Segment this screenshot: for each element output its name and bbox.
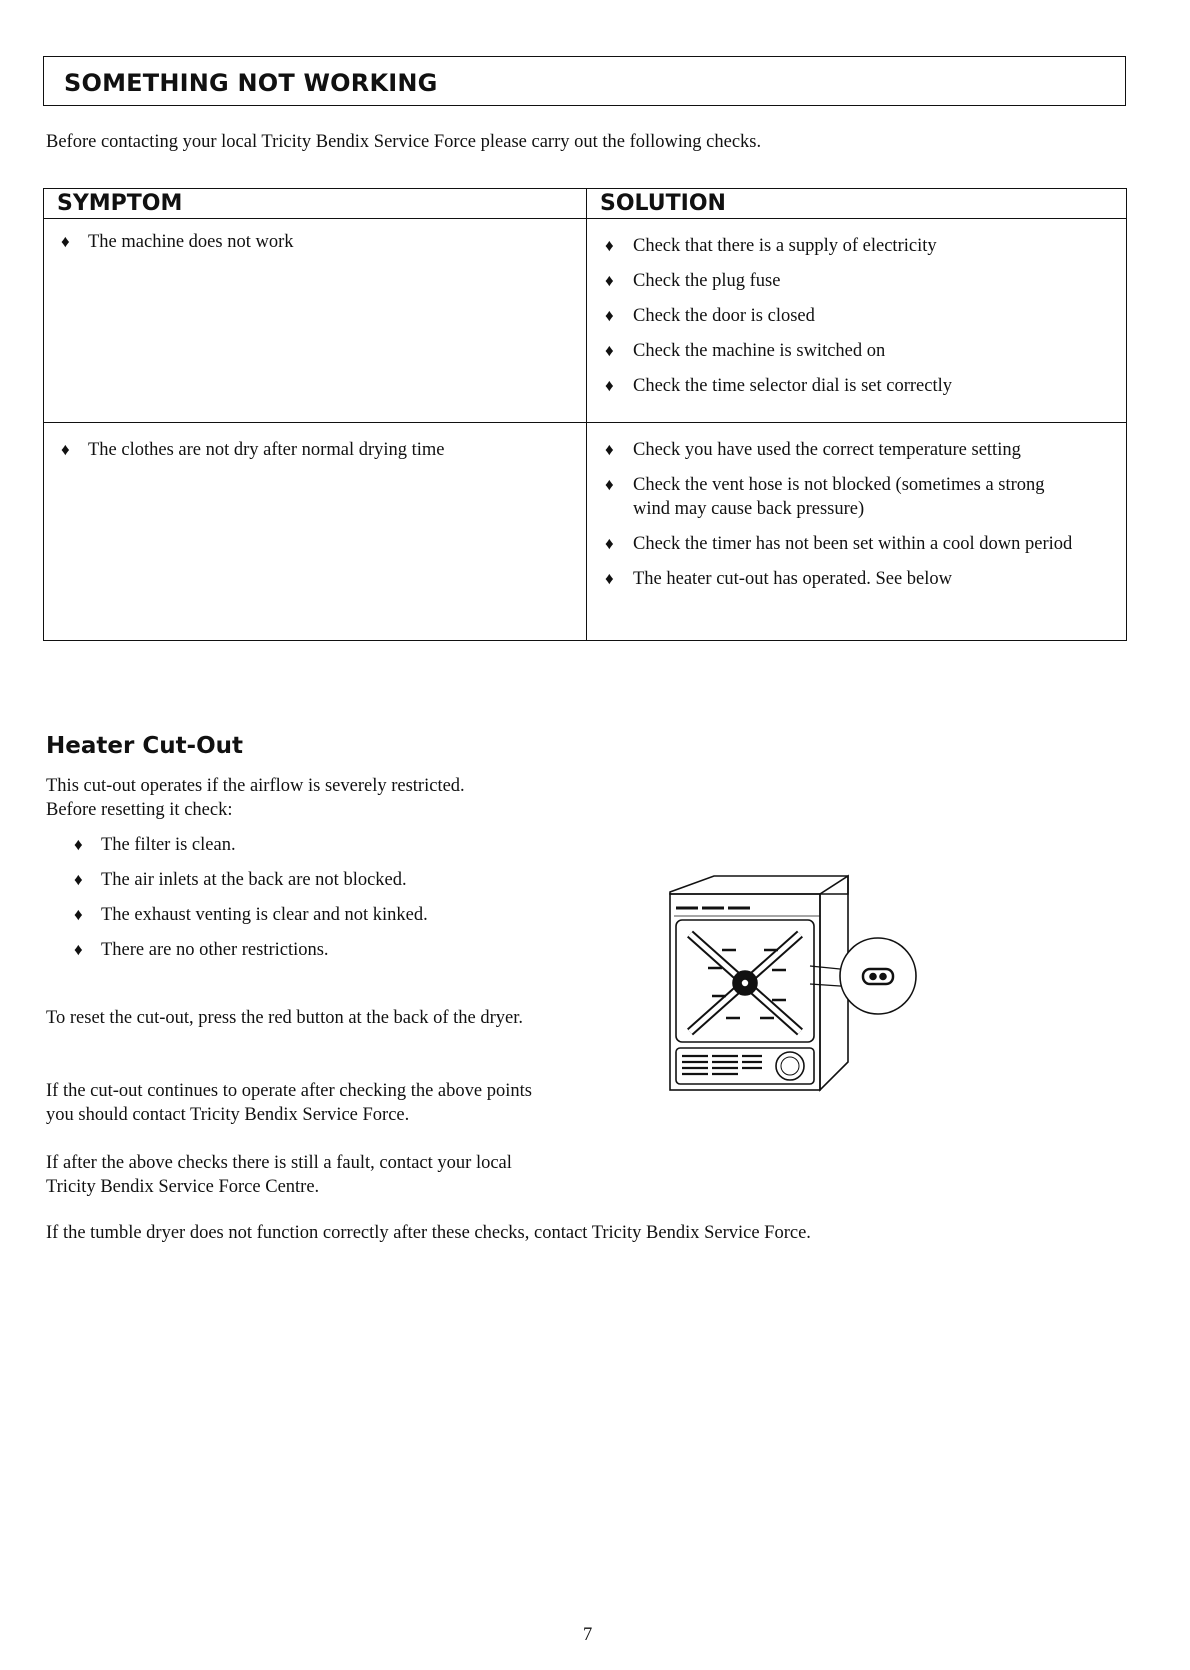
solution-cell	[587, 219, 1127, 423]
bullet-diamond-icon: ♦	[605, 534, 614, 553]
dryer-back-view-illustration	[660, 872, 925, 1112]
solution-item: ♦ Check that there is a supply of electricity	[605, 236, 937, 256]
list-item: ♦ There are no other restrictions.	[74, 940, 329, 960]
solution-item: ♦ Check the plug fuse	[605, 271, 781, 291]
footer-note: If the tumble dryer does not function correctly after these checks, contact Tricity Bendix Service Force.	[46, 1223, 811, 1243]
troubleshooting-table	[43, 188, 1127, 641]
heater-intro	[46, 774, 546, 822]
page-number: 7	[583, 1625, 593, 1645]
list-item: ♦ The exhaust venting is clear and not kinked.	[74, 905, 428, 925]
bullet-diamond-icon: ♦	[605, 569, 614, 588]
symptom-item: ♦ The clothes are not dry after normal drying time	[61, 440, 445, 460]
reset-instructions: To reset the cut-out, press the red button at the back of the dryer.	[46, 1008, 523, 1028]
solution-item: ♦ Check the machine is switched on	[605, 341, 886, 361]
table-header-row	[44, 189, 1127, 219]
solution-cell	[587, 423, 1127, 641]
bullet-diamond-icon: ♦	[61, 232, 70, 251]
solution-item: ♦ The heater cut-out has operated. See below	[605, 569, 952, 589]
bullet-diamond-icon: ♦	[605, 306, 614, 325]
solution-item: ♦ Check the vent hose is not blocked (sometimes a strong wind may cause back pressure)	[605, 475, 1045, 519]
fault-contact-text: If after the above checks there is still a fault, contact your local Tricity Bendix Service Force Centre.	[46, 1153, 512, 1197]
bullet-diamond-icon: ♦	[74, 870, 83, 889]
bullet-diamond-icon: ♦	[605, 236, 614, 255]
list-item: ♦ The filter is clean.	[74, 835, 236, 855]
symptom-cell	[44, 423, 587, 641]
bullet-diamond-icon: ♦	[605, 440, 614, 459]
bullet-diamond-icon: ♦	[605, 341, 614, 360]
section-title-box	[43, 56, 1126, 106]
dryer-illustration-svg	[660, 872, 925, 1112]
solution-item: ♦ Check the door is closed	[605, 306, 815, 326]
cutout-continues-text: If the cut-out continues to operate after checking the above points you should contact Tricity Bendix Service Force.	[46, 1081, 532, 1125]
intro-text: Before contacting your local Tricity Bendix Service Force please carry out the following checks.	[46, 132, 762, 152]
solution-item: ♦ Check the time selector dial is set correctly	[605, 376, 953, 396]
symptom-cell	[44, 219, 587, 423]
bullet-diamond-icon: ♦	[605, 475, 614, 494]
heater-intro-line-1: This cut-out operates if the airflow is severely restricted.	[46, 776, 465, 796]
bullet-diamond-icon: ♦	[605, 271, 614, 290]
list-item: ♦ The air inlets at the back are not blocked.	[74, 870, 407, 890]
solution-item: ♦ Check you have used the correct temperature setting	[605, 440, 1021, 460]
heater-intro-line-2: Before resetting it check:	[46, 800, 233, 820]
bullet-diamond-icon: ♦	[61, 440, 70, 459]
page-title: SOMETHING NOT WORKING	[64, 69, 438, 97]
table-row	[44, 423, 1127, 641]
bullet-diamond-icon: ♦	[605, 376, 614, 395]
symptom-item: ♦ The machine does not work	[61, 232, 294, 252]
heater-check-list	[46, 833, 428, 973]
bullet-diamond-icon: ♦	[74, 835, 83, 854]
solution-item: ♦ Check the timer has not been set within a cool down period	[605, 534, 1073, 554]
table-row	[44, 219, 1127, 423]
solution-header: SOLUTION	[587, 189, 1127, 219]
heater-cutout-heading: Heater Cut-Out	[46, 733, 244, 759]
symptom-header: SYMPTOM	[44, 189, 587, 219]
bullet-diamond-icon: ♦	[74, 940, 83, 959]
bullet-diamond-icon: ♦	[74, 905, 83, 924]
